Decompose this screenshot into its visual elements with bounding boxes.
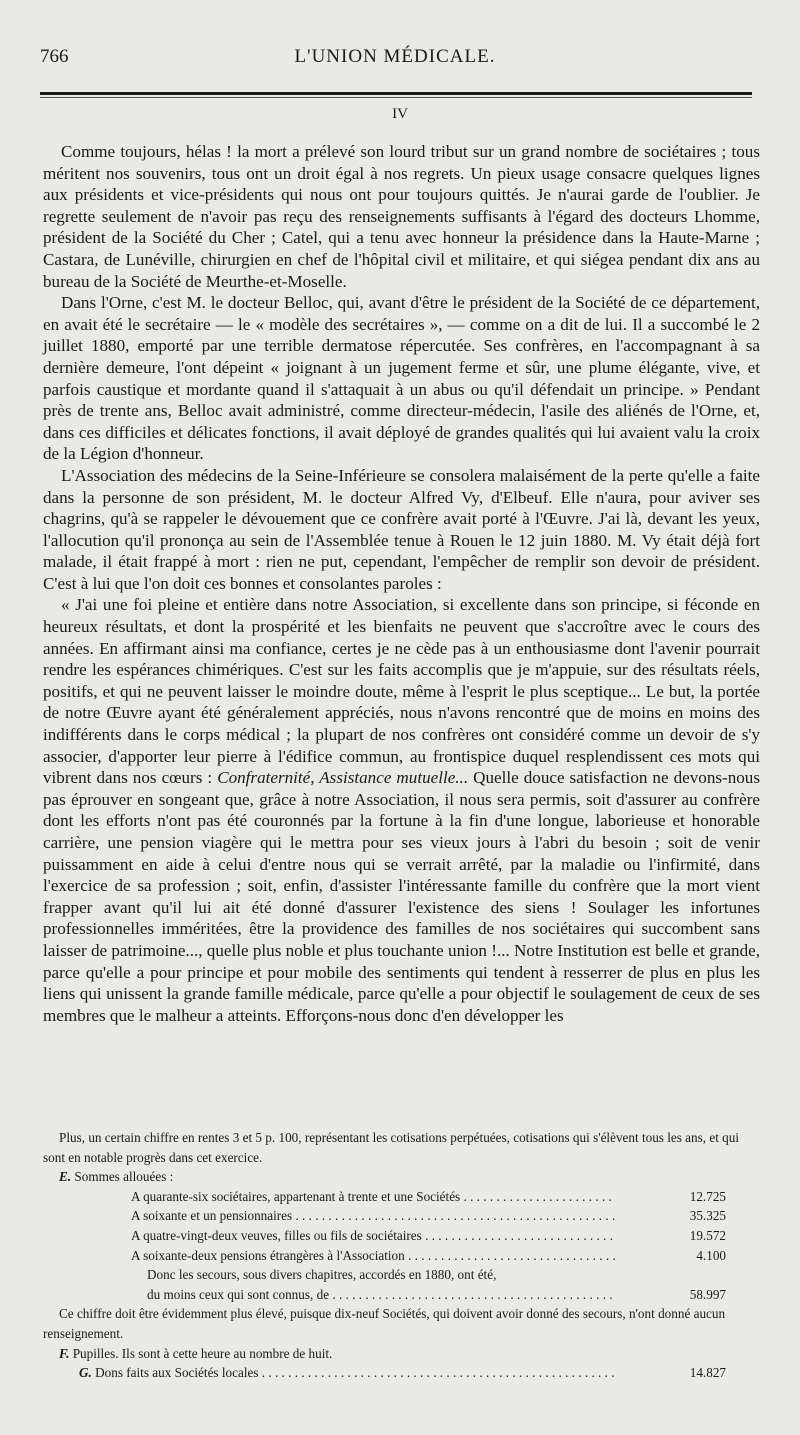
- section-g-text: [79, 1363, 616, 1383]
- allocation-value: 4.100: [646, 1246, 726, 1266]
- section-e-title: Sommes allouées :: [74, 1169, 174, 1185]
- quote-text-cont: Quelle douce satisfaction ne devons-nous pas éprouver en songeant que, grâce à notre Association, il nous sera permis, soit d'assurer au confrère dont les efforts n'ont pas été couronnés par la fortune à la fin d'une longue, laborieuse et honorable carrière, une pension viagère qui le mettra pour ses vieux jours à l'abri du besoin ; soit de venir puissamment en aide à celui d'entre nous qui se verrait arrêté, par la maladie ou l'infirmité, dans l'exercice de sa profession ; soit, enfin, d'assister l'intéressante famille du confrère que la mort vient frapper avant qu'il lui ait été donné d'assurer l'existence des siens ! Soulager les infortunes professionnelles imméritées, être la providence des familles de nos sociétaires qui succombent sans laisser de patrimoine..., quelle plus noble et plus touchante union !... Notre Institution est belle et grande, parce qu'elle a pour principe et pour mobile des sentiments qui tendent à resserrer de plus en plus les liens qui unissent la grande famille médicale, parce qu'elle a pour objectif le soulagement de ceux de ses membres que le malheur a atteints. Efforçons-nous donc d'en développer les: [43, 768, 760, 1025]
- section-g-label: G.: [79, 1365, 92, 1381]
- main-text: [43, 141, 760, 1026]
- running-title: L'UNION MÉDICALE.: [294, 46, 496, 67]
- page-number: 766: [40, 46, 69, 67]
- paragraph: L'Association des médecins de la Seine-Inférieure se consolera malaisément de la perte qu'elle a faite dans la personne de son président, M. le docteur Alfred Vy, d'Elbeuf. Elle n'aura, pour aviver ses chagrins, qu'à se rappeler le dévouement que ce confrère avait porté à l'Œuvre. J'ai là, devant les yeux, l'allocution qu'il prononça au sein de l'Assemblée tenue à Rouen le 12 juin 1880. M. Vy était déjà fort malade, il était frappé à mort : rien ne put, cependant, l'empêcher de remplir son devoir de président. C'est à lui que l'on doit ces bonnes et consolantes paroles :: [43, 465, 760, 593]
- allocation-row: [43, 1187, 756, 1207]
- allocation-value: 12.725: [646, 1187, 726, 1207]
- header-rule: [40, 92, 752, 95]
- section-f-text: Pupilles. Ils sont à cette heure au nombre de huit.: [72, 1345, 333, 1361]
- quote-paragraph: [43, 594, 760, 1026]
- allocation-label: A quarante-six sociétaires, appartenant à trente et une Sociétés . . .: [131, 1187, 616, 1207]
- allocation-row: [43, 1226, 756, 1246]
- footnotes: [43, 1128, 756, 1383]
- header-rule-thin: [40, 97, 752, 98]
- total-value: 58.997: [646, 1285, 726, 1305]
- section-e-label: E.: [59, 1169, 72, 1185]
- section-heading: IV: [392, 106, 408, 122]
- page-header: [40, 46, 750, 86]
- total-label: du moins ceux qui sont connus, de . . .: [147, 1285, 616, 1305]
- paragraph: Dans l'Orne, c'est M. le docteur Belloc, qui, avant d'être le président de la Société de ce département, en avait été le secrétaire — le « modèle des secrétaires », — comme on a dit de lui. Il a succombé le 2 juillet 1880, emporté par une terrible dermatose répercutée. Ses confrères, en l'accompagnant à sa dernière demeure, l'ont dépeint « joignant à un jugement ferme et sûr, une plume élégante, vive, et parfois caustique et mordante quand il s'attaquait à un abus ou qu'il défendait un principe. » Pendant près de trente ans, Belloc avait administré, comme directeur-médecin, l'asile des aliénés de l'Orne, et, dans ces difficiles et délicates fonctions, il avait déployé de grandes qualités qui lui avaient valu la croix de la Légion d'honneur.: [43, 293, 760, 464]
- quote-text: « J'ai une foi pleine et entière dans notre Association, si excellente dans son principe, si féconde en heureux résultats, et dont la prospérité et les bienfaits ne peuvent que s'accroître avec le cours des années. En affirmant ainsi ma confiance, certes je ne cède pas à un enthousiasme dont l'avenir pourrait rendre les espérances chimériques. C'est sur les faits accomplis que je m'appuie, sur des résultats réels, positifs, et qui ne peuvent laisser le moindre doute, même à l'esprit le plus sceptique... Le but, la portée de notre Œuvre ayant été généralement appréciés, nous n'avons rencontré que de moins en moins des indifférents dans le corps médical ; la plupart de nos confrères ont considéré comme un devoir de s'y associer, d'apporter leur pierre à l'édifice commun, au frontispice duquel resplendissent ces mots qui vibrent dans nos cœurs :: [43, 595, 760, 788]
- footnote-intro: Plus, un certain chiffre en rentes 3 et 5 p. 100, représentant les cotisations perpétuées, cotisations qui s'élèvent tous les ans, et qui sont en notable progrès dans cet exercice.: [43, 1130, 740, 1165]
- allocation-row: [43, 1246, 756, 1266]
- section-f-label: F.: [59, 1345, 70, 1361]
- section-g-desc: Dons faits aux Sociétés locales: [95, 1365, 259, 1381]
- section-e: [43, 1167, 756, 1187]
- allocation-value: 19.572: [646, 1226, 726, 1246]
- section-g: [43, 1363, 756, 1383]
- allocation-row: [43, 1206, 756, 1226]
- total-row: [43, 1285, 756, 1305]
- allocation-label: A soixante et un pensionnaires . . .: [131, 1206, 616, 1226]
- allocation-value: 35.325: [646, 1206, 726, 1226]
- section-f: [43, 1344, 756, 1364]
- paragraph: Comme toujours, hélas ! la mort a prélevé son lourd tribut sur un grand nombre de sociétaires ; tous méritent nos souvenirs, tous ont un droit égal à nos regrets. Un pieux usage consacre quelques lignes aux présidents et vice-présidents qui nous ont pour toujours quittés. Je n'aurai garde de l'oublier. Je regrette seulement de n'avoir pas reçu des renseignements suffisants à l'égard des docteurs Lhomme, président de la Société du Cher ; Catel, qui a tenu avec honneur la présidence dans la Haute-Marne ; Castara, de Lunéville, chirurgien en chef de l'hôpital civil et militaire, et qui siégea pendant dix ans au bureau de la Société de Meurthe-et-Moselle.: [43, 142, 760, 291]
- allocation-label: A soixante-deux pensions étrangères à l'Association . . .: [131, 1246, 616, 1266]
- section-g-value: 14.827: [646, 1363, 726, 1383]
- quote-motto: Confraternité, Assistance mutuelle...: [217, 768, 469, 788]
- allocation-label: A quatre-vingt-deux veuves, filles ou fils de sociétaires . . .: [131, 1226, 616, 1246]
- total-line: Donc les secours, sous divers chapitres, accordés en 1880, ont été,: [147, 1267, 497, 1283]
- footnote-remark: Ce chiffre doit être évidemment plus élevé, puisque dix-neuf Sociétés, qui doivent avoir donné des secours, n'ont donné aucun renseignement.: [43, 1306, 726, 1341]
